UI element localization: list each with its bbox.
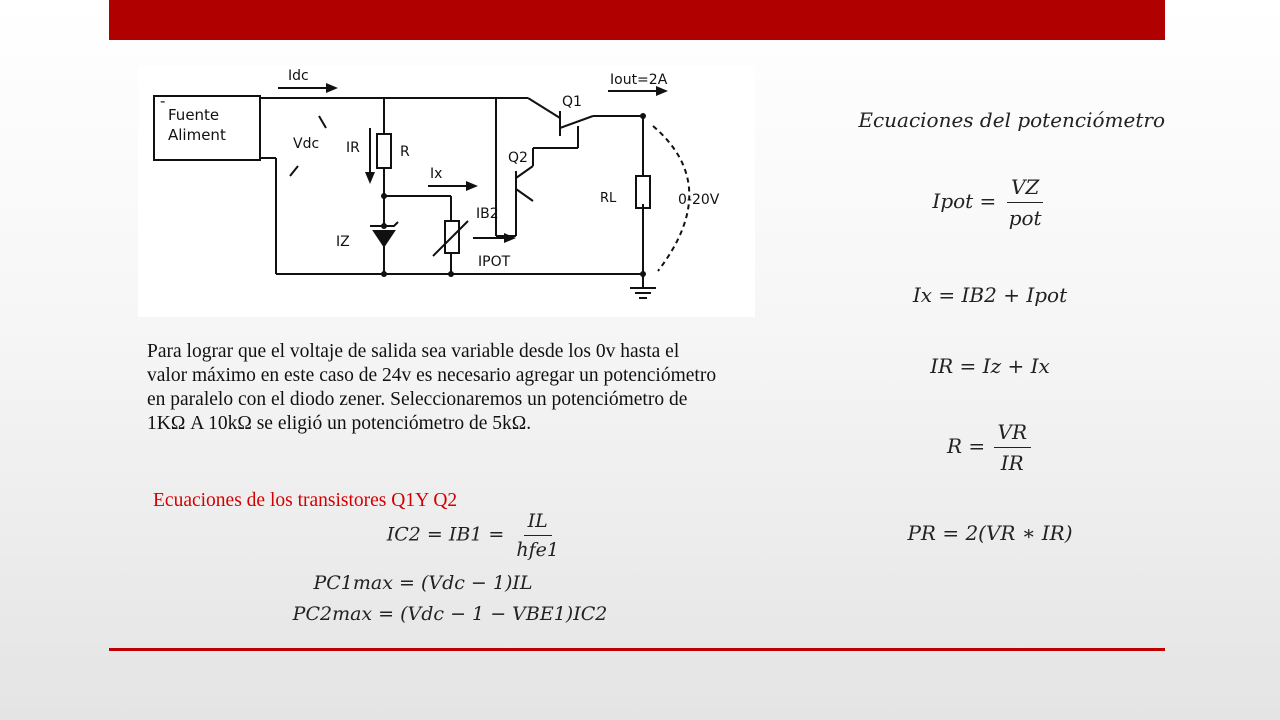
zener-diode [374,231,394,246]
description-paragraph: Para lograr que el voltaje de salida sea variable desde los 0v hasta el valor máximo en este caso de 24v es necesario agregar un potenciómetro en paralelo con el diodo zener. Seleccionaremos un potenciómetro de 1KΩ A 10kΩ se eligió un potenciómetro de 5kΩ. [147,341,717,434]
iout-label: Iout=2A [610,72,668,88]
equation-ir: 𝐼𝑅 = 𝐼𝑧 + 𝐼𝑥 [930,354,1050,378]
transistor-q1 [560,116,593,128]
equation-ic2-numerator: 𝐼𝐿 [524,510,552,536]
source-label-line2: Aliment [168,126,226,144]
iz-label: IZ [336,234,350,250]
idc-label: Idc [288,68,309,84]
ipot-label: IPOT [478,254,511,270]
equation-r-fraction [994,420,1032,475]
potentiometer-equations-heading: Ecuaciones del potenciómetro [858,108,1165,132]
equation-ipot-lhs: 𝐼𝑝𝑜𝑡 = [932,189,997,213]
ir-label: IR [346,140,360,156]
equation-r [830,420,1150,475]
equation-ipot [830,175,1150,230]
circuit-diagram [138,66,755,317]
ib2-label: IB2 [476,206,499,222]
source-label-line1: Fuente [168,106,220,124]
resistor-r [377,134,391,168]
equation-ipot-fraction [1005,175,1046,230]
equation-ic2-denominator: ℎ𝑓𝑒1 [516,539,559,561]
bottom-divider [109,648,1165,651]
equation-ipot-numerator: 𝑉𝑍 [1007,175,1043,203]
equation-pr: 𝑃𝑅 = 2(𝑉𝑅 ∗ 𝐼𝑅) [907,521,1073,545]
equation-pc1max: 𝑃𝐶1𝑚𝑎𝑥 = (𝑉𝑑𝑐 − 1)𝐼𝐿 [313,572,533,594]
equation-ic2-lhs: 𝐼𝐶2 = 𝐼𝐵1 = [386,523,505,546]
transistor-q2 [516,189,533,201]
equation-r-lhs: 𝑅 = [946,434,986,458]
equation-ic2-fraction [512,510,563,561]
equation-ix: 𝐼𝑥 = 𝐼𝐵2 + 𝐼𝑝𝑜𝑡 [912,283,1068,307]
equation-r-denominator: 𝐼𝑅 [1000,451,1024,475]
r-label: R [400,144,410,160]
top-accent-bar [109,0,1165,40]
output-range-label: 0-20V [678,192,720,208]
rl-label: RL [600,191,617,206]
load-resistor [636,176,650,208]
source-minus-label: - [160,92,166,110]
ix-label: Ix [430,166,443,182]
equation-pc2max: 𝑃𝐶2𝑚𝑎𝑥 = (𝑉𝑑𝑐 − 1 − 𝑉𝐵𝐸1)𝐼𝐶2 [292,603,608,625]
equation-ic2 [275,510,565,561]
q1-label: Q1 [562,94,582,110]
vdc-label: Vdc [293,136,320,152]
transistor-equations-heading: Ecuaciones de los transistores Q1Y Q2 [153,490,458,511]
q2-label: Q2 [508,150,528,166]
circuit-schematic [138,66,755,317]
equation-ipot-denominator: 𝑝𝑜𝑡 [1008,206,1042,230]
equation-r-numerator: 𝑉𝑅 [994,420,1032,448]
